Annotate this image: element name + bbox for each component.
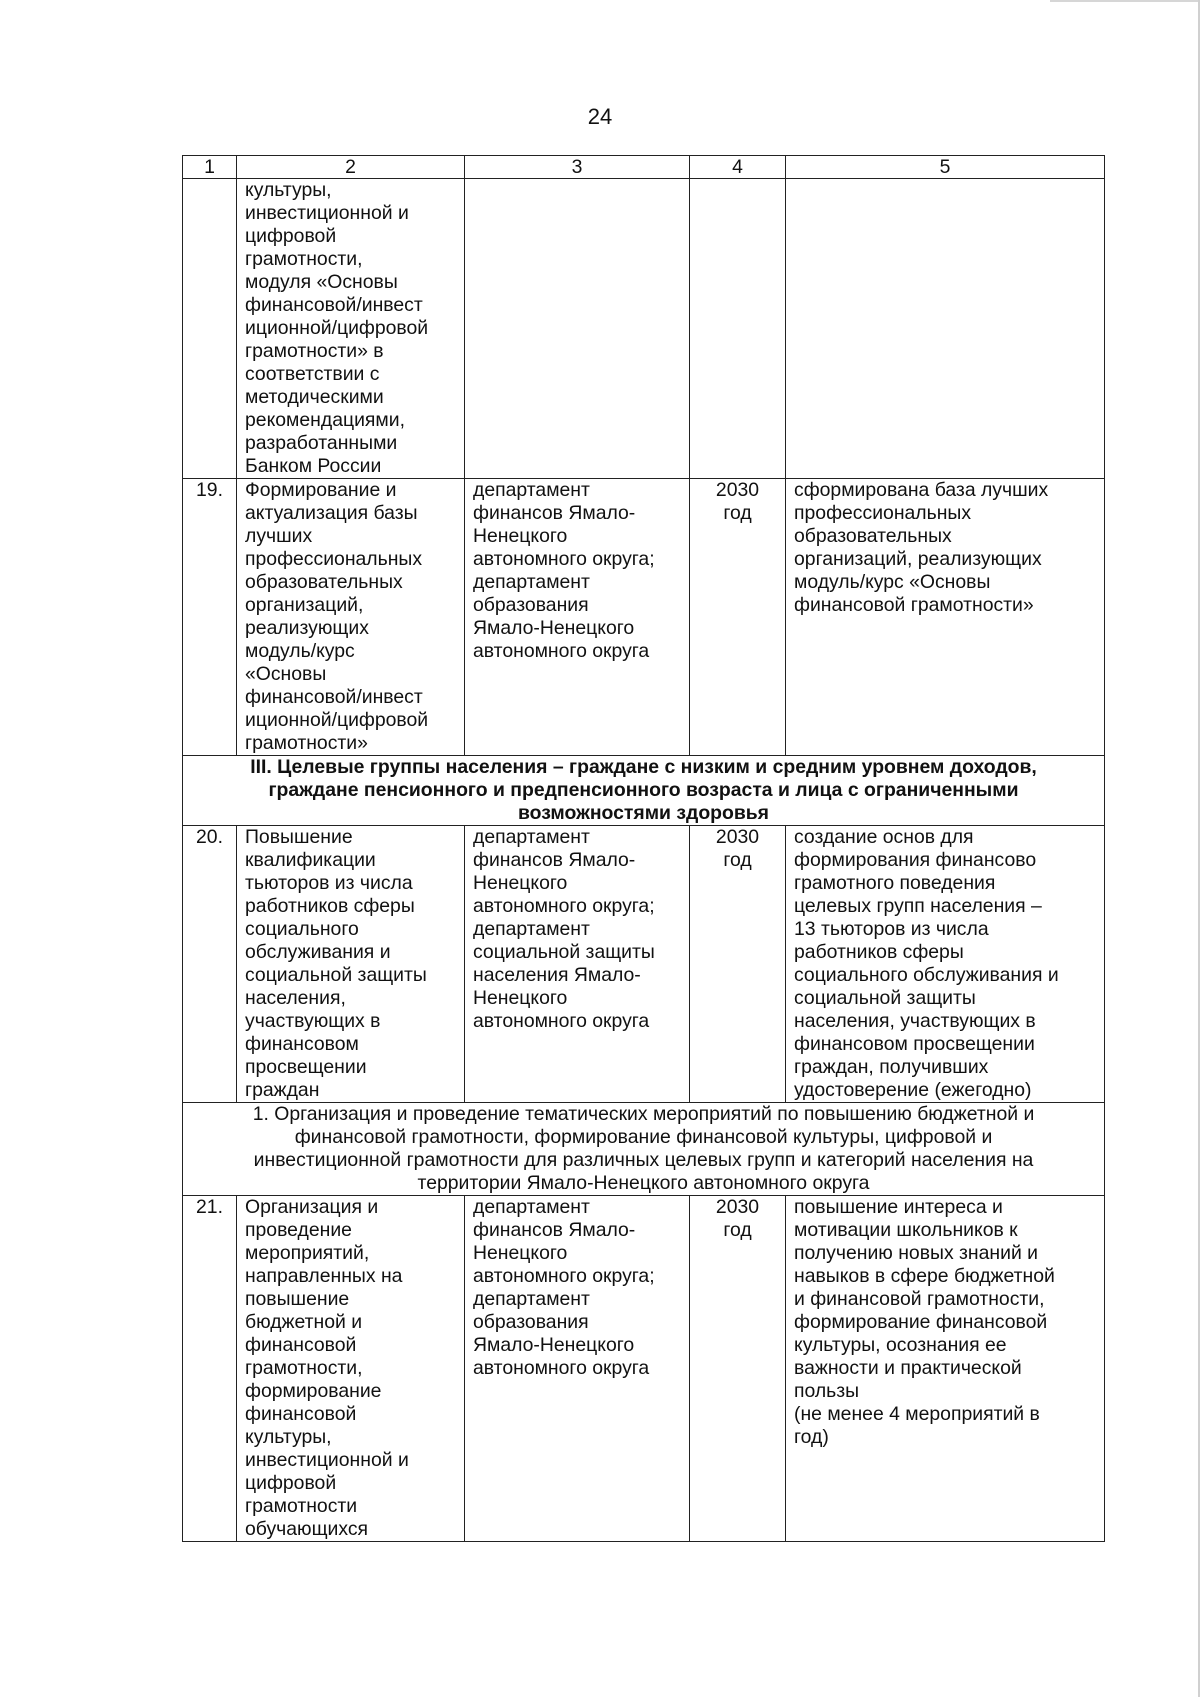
row-number-cell: 20. — [183, 826, 237, 1103]
activity-cell: Формирование и актуализация базы лучших профессиональных образовательных организаций, реализующих модуль/курс «Основы финансовой/инвест иционной/цифровой грамотности» — [237, 479, 465, 756]
subsection-heading-row — [183, 1103, 1105, 1196]
row-number-cell: 21. — [183, 1196, 237, 1542]
table-row-continuation — [183, 179, 1105, 479]
result-cell — [786, 179, 1105, 479]
responsible-cell: департамент финансов Ямало- Ненецкого автономного округа; департамент социальной защиты населения Ямало- Ненецкого автономного округа — [465, 826, 690, 1103]
section-heading-3: III. Целевые группы населения – граждане с низким и средним уровнем доходов, граждане пенсионного и предпенсионного возраста и лица с ограниченными возможностями здоровья — [183, 756, 1105, 826]
header-cell-4: 4 — [690, 156, 786, 179]
section-heading-row — [183, 756, 1105, 826]
header-cell-3: 3 — [465, 156, 690, 179]
responsible-cell: департамент финансов Ямало- Ненецкого автономного округа; департамент образования Ямало-Ненецкого автономного округа — [465, 1196, 690, 1542]
table-row-19 — [183, 479, 1105, 756]
result-cell: создание основ для формирования финансово грамотного поведения целевых групп населения – 13 тьюторов из числа работников сферы социального обслуживания и социальной защиты населения, участвующих в финансовом просвещении граждан, получивших удостоверение (ежегодно) — [786, 826, 1105, 1103]
header-cell-2: 2 — [237, 156, 465, 179]
plan-table — [182, 155, 1105, 1542]
activity-cell: Повышение квалификации тьюторов из числа работников сферы социального обслуживания и социальной защиты населения, участвующих в финансовом просвещении граждан — [237, 826, 465, 1103]
header-cell-5: 5 — [786, 156, 1105, 179]
table-row-20 — [183, 826, 1105, 1103]
row-number-cell — [183, 179, 237, 479]
responsible-cell: департамент финансов Ямало- Ненецкого автономного округа; департамент образования Ямало-Ненецкого автономного округа — [465, 479, 690, 756]
table-row-21 — [183, 1196, 1105, 1542]
deadline-cell: 2030 год — [690, 479, 786, 756]
subsection-heading-1: 1. Организация и проведение тематических мероприятий по повышению бюджетной и финансовой грамотности, формирование финансовой культуры, цифровой и инвестиционной грамотности для различных целевых групп и категорий населения на территории Ямало-Ненецкого автономного округа — [183, 1103, 1105, 1196]
deadline-cell: 2030 год — [690, 1196, 786, 1542]
activity-cell: Организация и проведение мероприятий, направленных на повышение бюджетной и финансовой грамотности, формирование финансовой культуры, инвестиционной и цифровой грамотности обучающихся — [237, 1196, 465, 1542]
header-cell-1: 1 — [183, 156, 237, 179]
result-cell: сформирована база лучших профессиональных образовательных организаций, реализующих модуль/курс «Основы финансовой грамотности» — [786, 479, 1105, 756]
responsible-cell — [465, 179, 690, 479]
row-number-cell: 19. — [183, 479, 237, 756]
result-cell: повышение интереса и мотивации школьников к получению новых знаний и навыков в сфере бюджетной и финансовой грамотности, формирование финансовой культуры, осознания ее важности и практической пользы (не менее 4 мероприятий в год) — [786, 1196, 1105, 1542]
deadline-cell: 2030 год — [690, 826, 786, 1103]
table-header-row — [183, 156, 1105, 179]
activity-cell: культуры, инвестиционной и цифровой грамотности, модуля «Основы финансовой/инвест иционной/цифровой грамотности» в соответствии с методическими рекомендациями, разработанными Банком России — [237, 179, 465, 479]
page-number: 24 — [587, 104, 613, 129]
scan-top-edge — [1050, 0, 1200, 2]
deadline-cell — [690, 179, 786, 479]
